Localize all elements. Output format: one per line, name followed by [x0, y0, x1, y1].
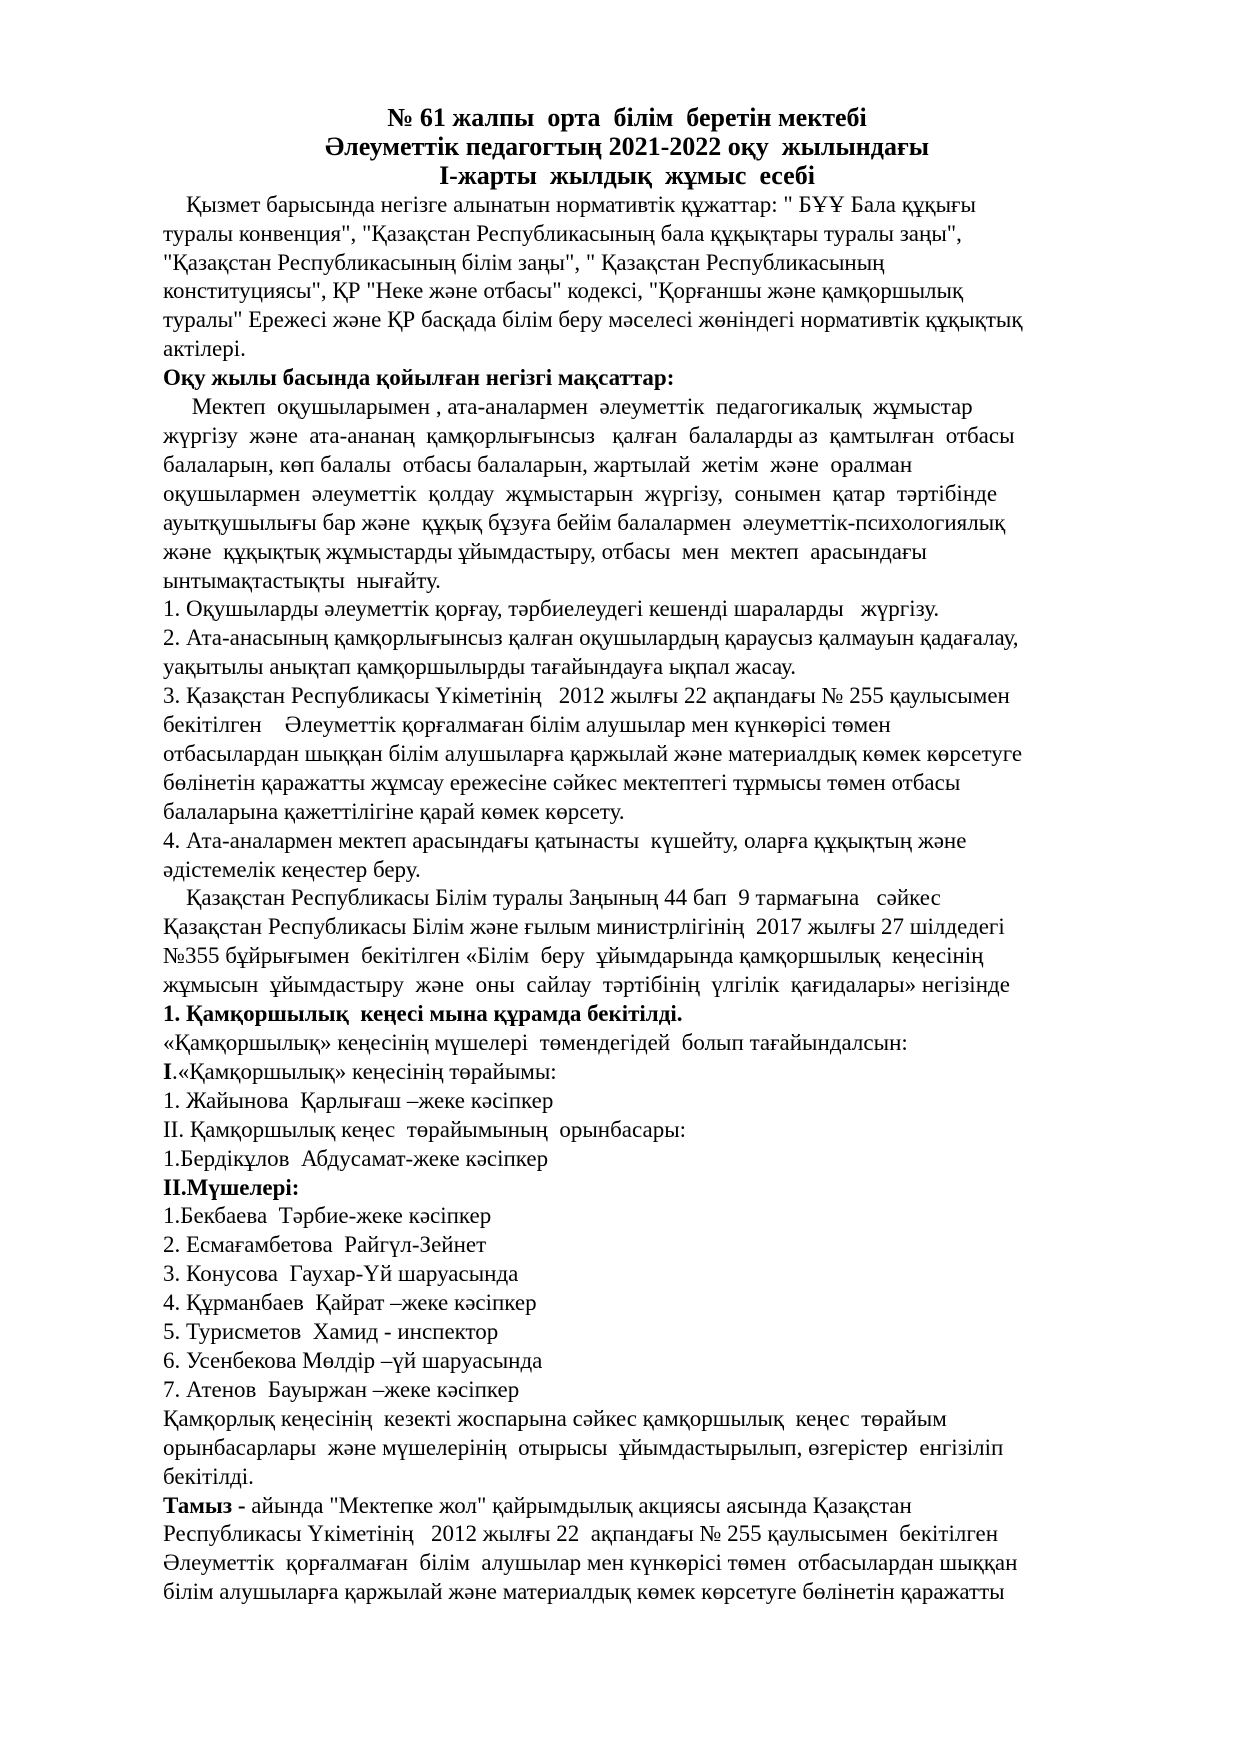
text-run: уақытылы анықтап қамқоршылырды тағайындауға ықпал жасау. [163, 654, 797, 680]
text-run: орынбасарлары және мүшелерінің отырысы ұйымдастырылып, өзгерістер енгізіліп [163, 1434, 1004, 1460]
text-run: отбасылардан шыққан білім алушыларға қаржылай және материалдық көмек көрсетуге [163, 740, 1023, 766]
text-line [163, 769, 1091, 798]
text-run: І [163, 1058, 172, 1084]
text-run: Республикасы Үкіметінің 2012 жылғы 22 ақпандағы № 255 қаулысымен бекітілген [163, 1521, 998, 1547]
text-line [163, 422, 1091, 451]
text-run: Қазақстан Республикасы Білім және ғылым министрлігінің 2017 жылғы 27 шілдедегі [163, 914, 1005, 940]
text-run: Қызмет барысында негізге алынатын нормативтік құжаттар: " БҰҰ Бала құқығы [163, 191, 976, 217]
text-run: ынтымақтастықты нығайту. [163, 567, 441, 593]
text-line [163, 1520, 1091, 1549]
text-line [163, 1347, 1091, 1376]
text-run: 1.Бердікұлов Абдусамат-жеке кәсіпкер [163, 1145, 549, 1171]
text-line [163, 856, 1091, 885]
text-run: 1. Жайынова Қарлығаш –жеке кәсіпкер [163, 1087, 554, 1113]
text-line [163, 480, 1091, 509]
text-line [163, 1260, 1091, 1289]
text-line [163, 249, 1091, 278]
text-line [163, 1434, 1091, 1463]
text-run: Қамқорлық кеңесінің кезекті жоспарына сәйкес қамқоршылық кеңес төрайым [163, 1405, 947, 1431]
text-run: туралы" Ережесі және ҚР басқада білім беру мәселесі жөніндегі нормативтік құқықтық [163, 307, 1023, 333]
text-line [163, 942, 1091, 971]
text-run: .«Қамқоршылық» кеңесінің төрайымы: [171, 1058, 557, 1084]
text-line [163, 1463, 1091, 1492]
text-run: ІІ.Мүшелері: [163, 1174, 300, 1200]
text-line [163, 798, 1091, 827]
text-line [163, 913, 1091, 942]
text-run: Мектеп оқушыларымен , ата-аналармен әлеуметтік педагогикалық жұмыстар [163, 394, 973, 420]
text-run: білім алушыларға қаржылай және материалдық көмек көрсетуге бөлінетін қаражатты [163, 1579, 1005, 1605]
document-body [163, 104, 1091, 1607]
text-run: 6. Усенбекова Мөлдір –үй шаруасында [163, 1347, 543, 1373]
text-line [163, 1318, 1091, 1347]
text-run: конституциясы", ҚР "Неке және отбасы" кодексі, "Қорғаншы және қамқоршылық [163, 278, 964, 304]
text-run: және құқықтық жұмыстарды ұйымдастыру, отбасы мен мектеп арасындағы [163, 538, 927, 564]
text-line [163, 220, 1091, 249]
text-line [163, 711, 1091, 740]
text-run: 5. Турисметов Хамид - инспектор [163, 1319, 499, 1345]
text-line [163, 653, 1091, 682]
text-run: бекітілген Әлеуметтік қорғалмаған білім алушылар мен күнкөрісі төмен [163, 712, 891, 738]
text-line [163, 1058, 1091, 1087]
text-run: 3. Қазақстан Республикасы Үкіметінің 2012 жылғы 22 ақпандағы № 255 қаулысымен [163, 683, 1010, 709]
text-run: айында "Мектепке жол" қайрымдылық акциясы аясында Қазақстан [245, 1492, 912, 1518]
text-run: 1. Оқушыларды әлеуметтік қорғау, тәрбиелеудегі кешенді шараларды жүргізу. [163, 596, 940, 622]
text-line [163, 1289, 1091, 1318]
text-line [163, 567, 1091, 596]
text-run: ІІ. Қамқоршылық кеңес төрайымының орынбасары: [163, 1116, 687, 1142]
text-line [163, 682, 1091, 711]
text-line [163, 1000, 1091, 1029]
text-run: 1. Қамқоршылық кеңесі мына құрамда бекітілді. [163, 1001, 683, 1027]
text-run: туралы конвенция", "Қазақстан Республикасының бала құқықтары туралы заңы", [163, 220, 962, 246]
text-line [163, 1087, 1091, 1116]
text-run: әдістемелік кеңестер беру. [163, 856, 421, 882]
text-line [163, 1549, 1091, 1578]
text-run: Әлеуметтік қорғалмаған білім алушылар мен күнкөрісі төмен отбасылардан шыққан [163, 1550, 1018, 1576]
text-line [163, 306, 1091, 335]
text-run: "Қазақстан Республикасының білім заңы", " Қазақстан Республикасының [163, 249, 885, 275]
text-run: №355 бұйрығымен бекітілген «Білім беру ұйымдарында қамқоршылық кеңесінің [163, 943, 984, 969]
text-run: балаларына қажеттілігіне қарай көмек көрсету. [163, 798, 625, 824]
document-title-line [163, 133, 1091, 162]
text-line [163, 335, 1091, 364]
text-line [163, 1492, 1091, 1521]
text-line [163, 1116, 1091, 1145]
text-line [163, 1029, 1091, 1058]
text-run: ауытқушылығы бар және құқық бұзуға бейім балалармен әлеуметтік-психологиялық [163, 509, 1006, 535]
text-run: Оқу жылы басында қойылған негізгі мақсаттар: [163, 365, 675, 391]
text-run: Қазақстан Республикасы Білім туралы Заңының 44 бап 9 тармағына сәйкес [163, 885, 941, 911]
text-run: Тамыз - [163, 1492, 246, 1518]
text-run: 3. Конусова Гаухар-Үй шаруасында [163, 1261, 519, 1287]
text-line [163, 1376, 1091, 1405]
text-run: бекітілді. [163, 1463, 254, 1489]
text-line [163, 827, 1091, 856]
text-line [163, 509, 1091, 538]
text-run: жүргізу және ата-ананаң қамқорлығынсыз қалған балаларды аз қамтылған отбасы [163, 422, 1015, 448]
text-run: 1.Бекбаева Тәрбие-жеке кәсіпкер [163, 1203, 492, 1229]
document-title-line [163, 162, 1091, 191]
text-run: І-жарты жылдық жұмыс есебі [439, 160, 815, 190]
text-line [163, 1405, 1091, 1434]
text-run: № 61 жалпы орта білім беретін мектебі [387, 103, 867, 132]
text-line [163, 364, 1091, 393]
text-run: Әлеуметтік педагогтың 2021-2022 оқу жылындағы [324, 131, 930, 161]
text-run: «Қамқоршылық» кеңесінің мүшелері төмендегідей болып тағайындалсын: [163, 1030, 908, 1055]
text-run: 2. Есмағамбетова Райгүл-Зейнет [163, 1232, 487, 1258]
text-run: жұмысын ұйымдастыру және оны сайлау тәртібінің үлгілік қағидалары» негізінде [163, 972, 1010, 998]
text-line [163, 191, 1091, 220]
text-line [163, 1578, 1091, 1607]
text-line [163, 538, 1091, 567]
text-run: 4. Құрманбаев Қайрат –жеке кәсіпкер [163, 1290, 537, 1316]
text-run: актілері. [163, 336, 246, 362]
text-run: бөлінетін қаражатты жұмсау ережесіне сәйкес мектептегі тұрмысы төмен отбасы [163, 769, 961, 795]
text-run: 7. Атенов Бауыржан –жеке кәсіпкер [163, 1376, 520, 1402]
text-line [163, 624, 1091, 653]
text-run: балаларын, көп балалы отбасы балаларын, жартылай жетім және оралман [163, 451, 913, 477]
text-line [163, 451, 1091, 480]
text-line [163, 1202, 1091, 1231]
text-run: оқушылармен әлеуметтік қолдау жұмыстарын жүргізу, сонымен қатар тәртібінде [163, 480, 998, 506]
text-run: 4. Ата-аналармен мектеп арасындағы қатынасты күшейту, оларға құқықтың және [163, 827, 967, 853]
text-line [163, 1174, 1091, 1203]
text-line [163, 884, 1091, 913]
text-line [163, 595, 1091, 624]
text-line [163, 277, 1091, 306]
text-line [163, 971, 1091, 1000]
text-run: 2. Ата-анасының қамқорлығынсыз қалған оқушылардың қараусыз қалмауын қадағалау, [163, 625, 1019, 651]
text-line [163, 393, 1091, 422]
document-title-line [163, 104, 1091, 133]
text-line [163, 740, 1091, 769]
text-line [163, 1231, 1091, 1260]
text-line [163, 1145, 1091, 1174]
